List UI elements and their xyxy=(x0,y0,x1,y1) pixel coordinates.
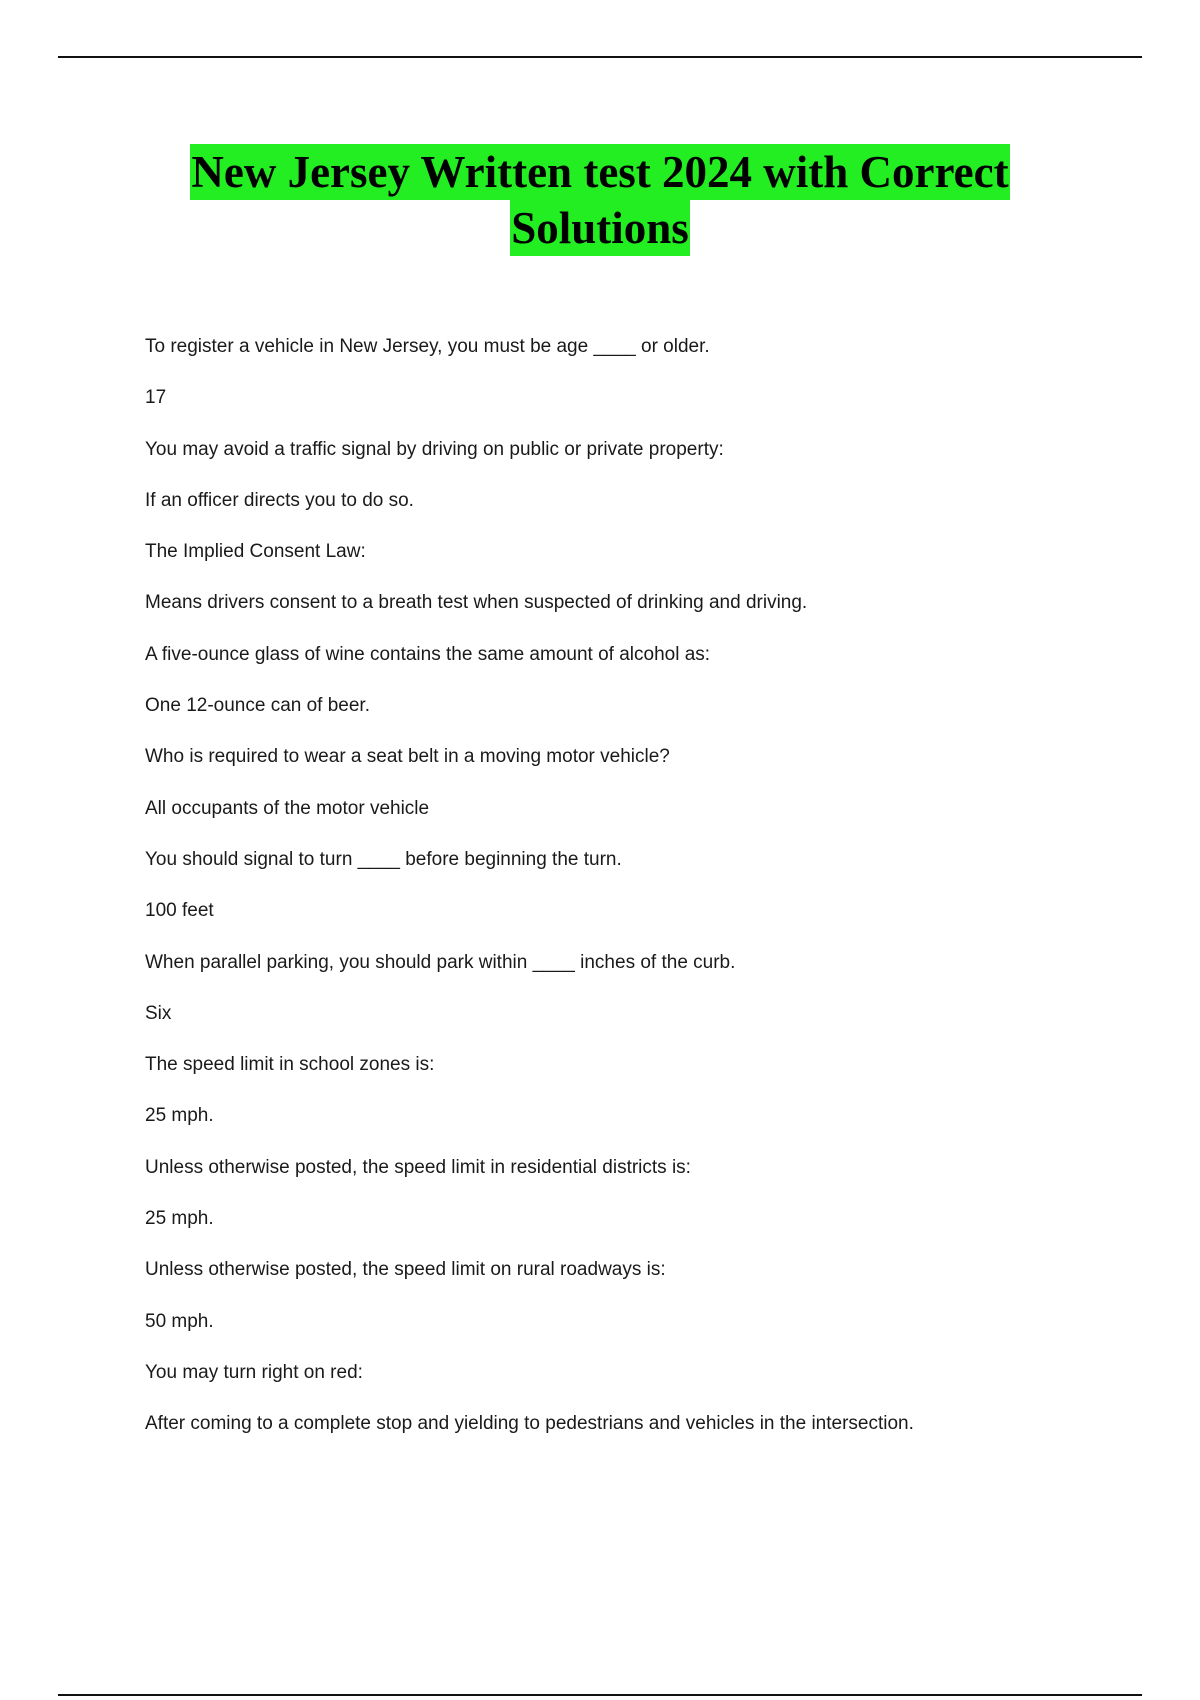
question-answer-list xyxy=(145,335,1125,1464)
answer-text: 50 mph. xyxy=(145,1310,214,1332)
bottom-divider xyxy=(58,1694,1142,1696)
answer-text: Means drivers consent to a breath test when suspected of drinking and driving. xyxy=(145,592,808,614)
question-text: Unless otherwise posted, the speed limit on rural roadways is: xyxy=(145,1259,666,1281)
question-text: To register a vehicle in New Jersey, you must be age ____ or older. xyxy=(145,336,710,357)
question-text: Unless otherwise posted, the speed limit in residential districts is: xyxy=(145,1156,691,1178)
question-text: Who is required to wear a seat belt in a moving motor vehicle? xyxy=(145,746,670,768)
answer-text: Six xyxy=(145,1002,172,1024)
answer-text: 25 mph. xyxy=(145,1105,214,1127)
question-text: The speed limit in school zones is: xyxy=(145,1054,435,1076)
page-title xyxy=(0,144,1200,256)
answer-text: 25 mph. xyxy=(145,1208,214,1230)
answer-text: After coming to a complete stop and yielding to pedestrians and vehicles in the intersection. xyxy=(145,1413,914,1435)
question-text: The Implied Consent Law: xyxy=(145,541,366,563)
question-text: A five-ounce glass of wine contains the same amount of alcohol as: xyxy=(145,643,711,665)
answer-text: 17 xyxy=(145,387,167,409)
question-text: You should signal to turn ____ before beginning the turn. xyxy=(145,848,622,870)
page-title-line-2: Solutions xyxy=(510,200,690,256)
question-text: You may turn right on red: xyxy=(145,1361,363,1383)
question-text: When parallel parking, you should park within ____ inches of the curb. xyxy=(145,951,736,973)
question-text: You may avoid a traffic signal by driving on public or private property: xyxy=(145,438,724,460)
top-divider xyxy=(58,56,1142,58)
page-title-line-1: New Jersey Written test 2024 with Correct xyxy=(190,144,1009,200)
answer-text: One 12-ounce can of beer. xyxy=(145,695,370,717)
answer-text: 100 feet xyxy=(145,900,214,922)
answer-text: All occupants of the motor vehicle xyxy=(145,797,430,819)
answer-text: If an officer directs you to do so. xyxy=(145,489,414,511)
